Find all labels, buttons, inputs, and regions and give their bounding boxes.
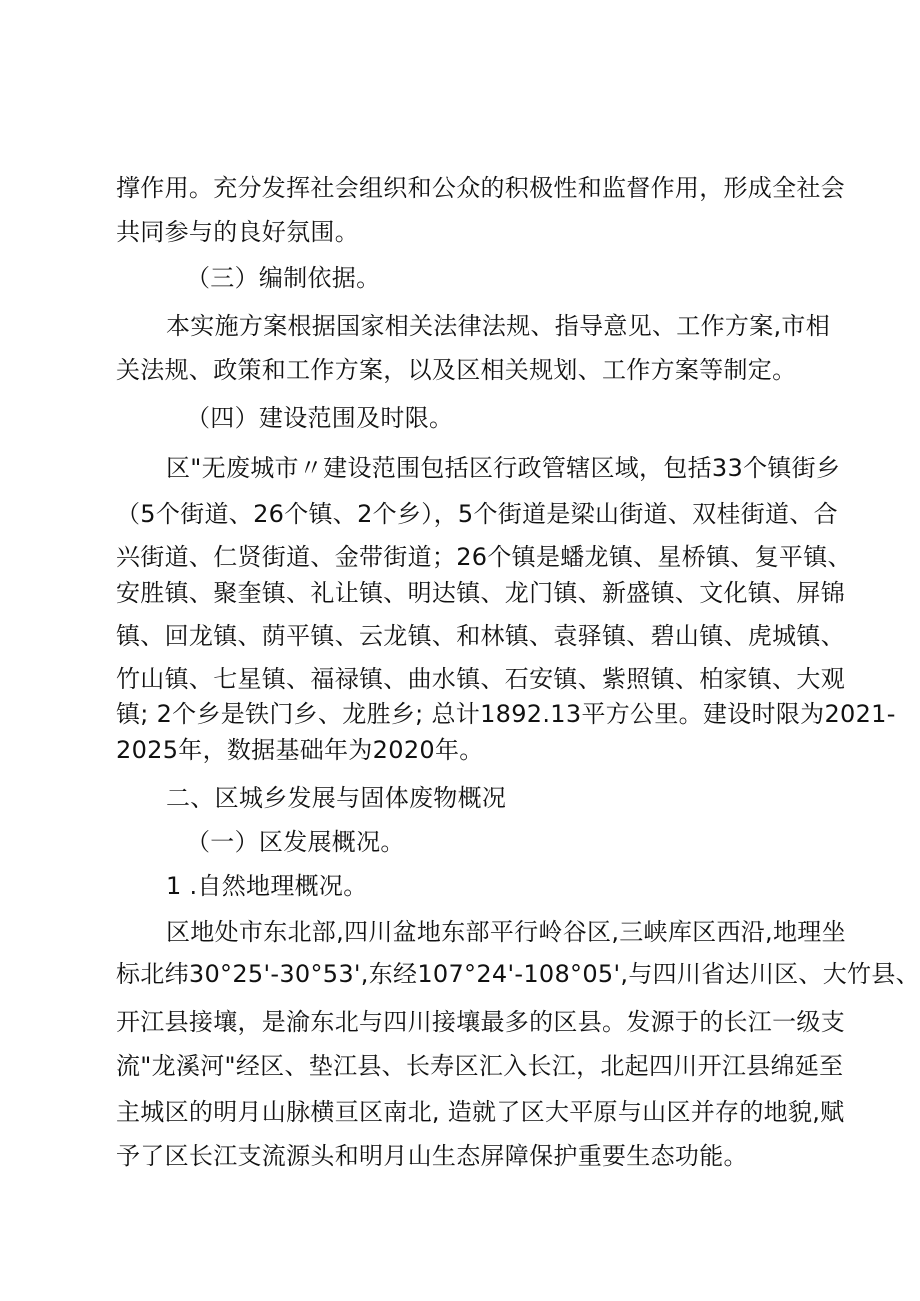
- paragraph-line: 2025年，数据基础年为2020年。: [116, 736, 484, 764]
- chapter-heading: 二、区城乡发展与固体废物概况: [166, 784, 507, 812]
- paragraph-line: 区"无废城市〃建设范围包括区行政管辖区域，包括33个镇街乡: [166, 454, 841, 482]
- paragraph-line: 标北纬30°25'-30°53',东经107°24'-108°05',与四川省达川区、大竹县、: [116, 960, 920, 988]
- section-heading: （一）区发展概况。: [186, 828, 405, 856]
- paragraph-line: 予了区长江支流源头和明月山生态屏障保护重要生态功能。: [116, 1142, 748, 1170]
- section-heading: （三）编制依据。: [186, 264, 381, 292]
- paragraph-line: 关法规、政策和工作方案，以及区相关规划、工作方案等制定。: [116, 356, 797, 384]
- paragraph-line: 镇; 2个乡是铁门乡、龙胜乡; 总计1892.13平方公里。建设时限为2021-: [116, 700, 896, 728]
- paragraph-line: 流"龙溪河"经区、垫江县、长寿区汇入长江，北起四川开江县绵延至: [116, 1052, 844, 1080]
- subsection-heading: 1 .自然地理概况。: [166, 872, 368, 900]
- section-heading: （四）建设范围及时限。: [186, 404, 454, 432]
- paragraph-line: 兴街道、仁贤街道、金带街道；26个镇是蟠龙镇、星桥镇、复平镇、: [116, 543, 852, 571]
- paragraph-line: 安胜镇、聚奎镇、礼让镇、明达镇、龙门镇、新盛镇、文化镇、屏锦: [116, 579, 845, 607]
- paragraph-line: （5个街道、26个镇、2个乡），5个街道是梁山街道、双桂街道、合: [116, 500, 838, 528]
- paragraph-line: 竹山镇、七星镇、福禄镇、曲水镇、石安镇、紫照镇、柏家镇、大观: [116, 665, 845, 693]
- paragraph-line: 撑作用。充分发挥社会组织和公众的积极性和监督作用，形成全社会: [116, 174, 845, 202]
- paragraph-line: 区地处市东北部,四川盆地东部平行岭谷区,三峡库区西沿,地理坐: [166, 918, 846, 946]
- paragraph-line: 镇、回龙镇、荫平镇、云龙镇、和林镇、袁驿镇、碧山镇、虎城镇、: [116, 622, 845, 650]
- paragraph-line: 本实施方案根据国家相关法律法规、指导意见、工作方案,市相: [166, 312, 831, 340]
- paragraph-line: 开江县接壤，是渝东北与四川接壤最多的区县。发源于的长江一级支: [116, 1008, 845, 1036]
- paragraph-line: 主城区的明月山脉横亘区南北, 造就了区大平原与山区并存的地貌,赋: [116, 1098, 845, 1126]
- paragraph-line: 共同参与的良好氛围。: [116, 218, 359, 246]
